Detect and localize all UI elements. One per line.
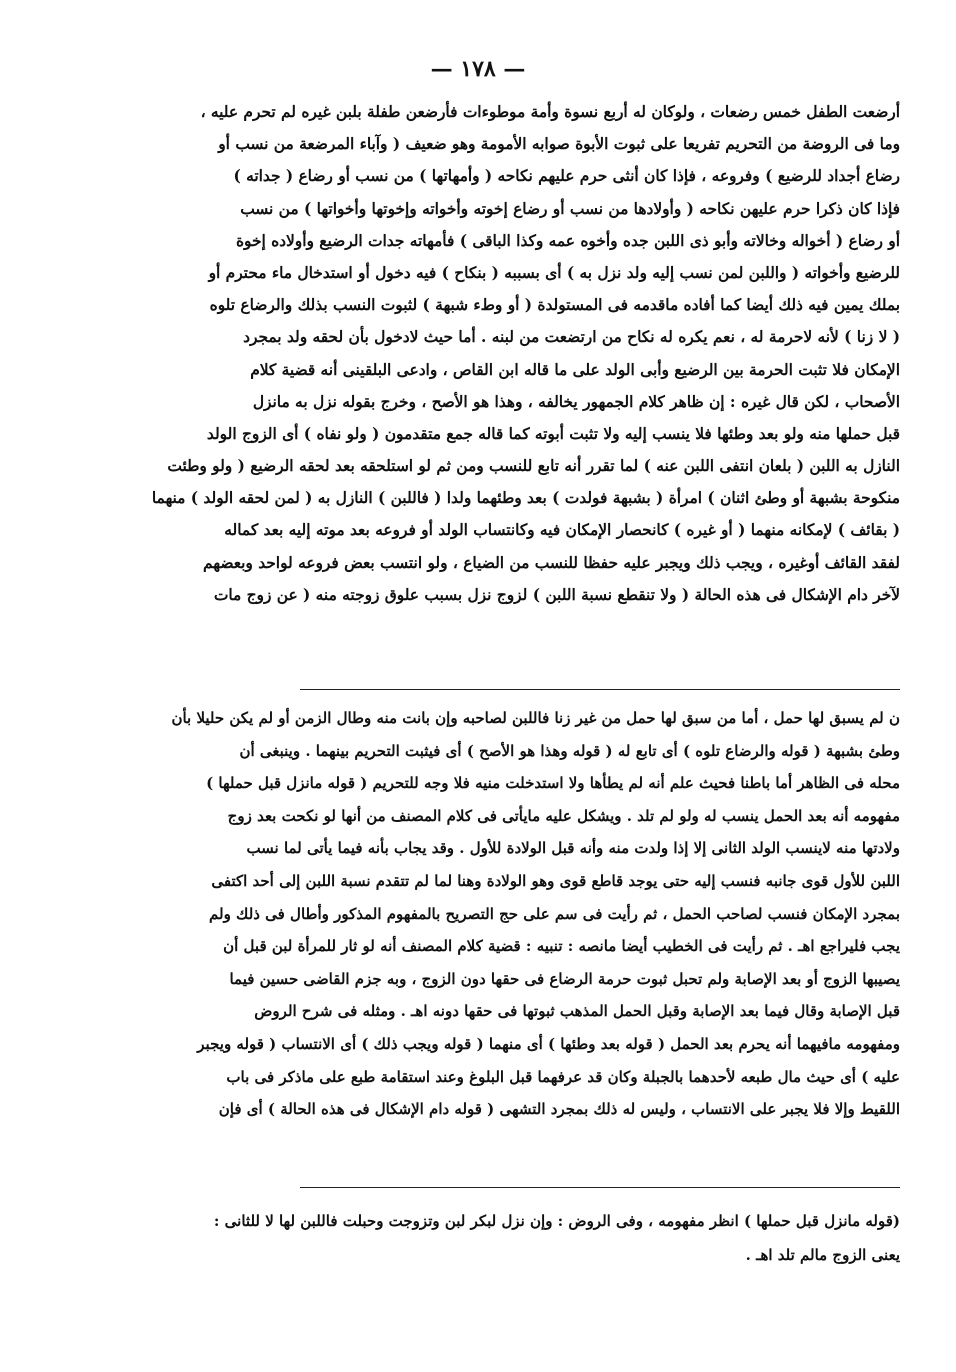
main-line: فإذا كان ذكرا حرم عليهن نكاحه ( وأولادها من نسب أو رضاع إخوته وأخواته وإخوتها وأخواتها ) من نسب — [240, 199, 900, 218]
commentary-line: بمجرد الإمكان فنسب لصاحب الحمل ، ثم رأيت فى سم على حج التصريح بالمفهوم المذكور وأطال فى ذلك ولم — [209, 904, 900, 923]
footnote-divider — [300, 1187, 900, 1188]
commentary-line: مفهومه أنه بعد الحمل ينسب له ولو لم تلد . ويشكل عليه مايأتى فى كلام المصنف من أنها لو نكحت بعد زوج — [227, 806, 900, 825]
main-line: النازل به اللبن ( بلعان انتفى اللبن عنه ) لما تقرر أنه تابع للنسب ومن ثم لو استلحقه بعد لحقه الرضيع ( ولو وطئت — [167, 457, 900, 476]
main-line: رضاع أجداد للرضيع ) وفروعه ، فإذا كان أنثى حرم عليهم نكاحه ( وأمهاتها ) من نسب أو رضاع ( جداته ) — [233, 167, 900, 186]
footnote-text — [58, 1204, 900, 1272]
main-line: قبل حملها منه ولو بعد وطئها فلا ينسب إليه ولا تثبت أبوته كما قاله جمع متقدمون ( ولو نفاه ) أى الزوج الولد — [206, 424, 900, 443]
footnote-line: (قوله مانزل قبل حملها ) انظر مفهومه ، وفى الروض : وإن نزل لبكر لبن وتزوجت وحبلت فاللبن لها لا للثانى : — [213, 1212, 900, 1230]
main-line: لآخر دام الإشكال فى هذه الحالة ( ولا تنقطع نسبة اللبن ) لزوج نزل بسبب علوق زوجته منه ( عن زوج مات — [213, 585, 900, 604]
main-line: أرضعت الطفل خمس رضعات ، ولوكان له أربع نسوة وأمة موطوءات فأرضعن طفلة بلبن غيره لم تحرم عليه ، — [200, 103, 900, 121]
main-line: الأصحاب ، لكن قال غيره : إن ظاهر كلام الجمهور يخالفه ، وهذا هو الأصح ، وخرج بقوله نزل به مانزل — [252, 392, 900, 411]
main-line: ( لا زنا ) لأنه لاحرمة له ، نعم يكره له نكاح من ارتضعت من لبنه . أما حيث لادخول بأن لحقه ولد بمجرد — [243, 328, 900, 347]
main-line: أو رضاع ( أخواله وخالاته وأبو ذى اللبن جده وأخوه عمه وكذا الباقى ) فأمهاته جدات الرضيع وأولاده إخوة — [235, 231, 900, 250]
commentary-line: يصيبها الزوج أو بعد الإصابة ولم تحبل ثبوت حرمة الرضاع فى حقها دون الزوج ، وبه جزم القاضى حسين فيما — [229, 969, 900, 988]
commentary-text — [58, 702, 900, 1126]
footnote-line: يعنى الزوج مالم تلد اهـ . — [745, 1246, 900, 1264]
main-line: الإمكان فلا تثبت الحرمة بين الرضيع وأبى الولد على ما قاله ابن القاص ، وادعى البلقينى أنه قضية كلام — [250, 360, 900, 379]
main-line: وما فى الروضة من التحريم تفريعا على ثبوت الأبوة صوابه الأمومة وهو ضعيف ( وآباء المرضعة من نسب أو — [218, 135, 900, 154]
main-text — [58, 96, 900, 611]
commentary-line: قبل الإصابة وقال فيما بعد الإصابة وقبل الحمل المذهب ثبوتها فى حقها دونه اهـ . ومثله فى شرح الروض — [254, 1002, 900, 1021]
commentary-line: اللبن للأول قوى جانبه فنسب إليه حتى يوجد قاطع قوى وهو الولادة وهنا لما لم تتقدم نسبة اللبن إلى أحد اكتفى — [211, 871, 900, 890]
main-line: بملك يمين فيه ذلك أيضا كما أفاده ماقدمه فى المستولدة ( أو وطء شبهة ) لثبوت النسب بذلك والرضاع تلوه — [209, 296, 900, 315]
page-number: — ١٧٨ — — [430, 56, 526, 82]
commentary-line: ومفهومه مافيهما أنه يحرم بعد الحمل ( قوله بعد وطئها ) أى منهما ( قوله ويجب ذلك ) أى الانتساب ( قوله ويجبر — [197, 1034, 900, 1053]
commentary-line: عليه ) أى حيث مال طبعه لأحدهما بالجبلة وكان قد عرفهما قبل البلوغ وعند استقامة طبع على ماذكر فى باب — [226, 1067, 900, 1086]
main-line: ( بقائف ) لإمكانه منهما ( أو غيره ) كانحصار الإمكان فيه وكانتساب الولد أو فروعه بعد موته إليه بعد كماله — [224, 521, 900, 540]
commentary-line: وطئ بشبهة ( قوله والرضاع تلوه ) أى تابع له ( قوله وهذا هو الأصح ) أى فيثبت التحريم بينهما . وينبغى أن — [239, 741, 900, 760]
commentary-line: يجب فليراجع اهـ . ثم رأيت فى الخطيب أيضا مانصه : تنبيه : قضية كلام المصنف أنه لو ثار للمرأة لبن قبل أن — [223, 937, 900, 956]
commentary-line: محله فى الظاهر أما باطنا فحيث علم أنه لم يطأها ولا استدخلت منيه فلا وجه للتحريم ( قوله مانزل قبل حملها ) — [206, 774, 900, 793]
main-line: منكوحة بشبهة أو وطئ اثنان ) امرأة ( بشبهة فولدت ) بعد وطئهما ولدا ( فاللبن ) النازل به ( لمن لحقه الولد ) منهما — [151, 489, 900, 508]
commentary-line: اللقيط وإلا فلا يجبر على الانتساب ، وليس له ذلك بمجرد التشهى ( قوله دام الإشكال فى هذه الحالة ) أى فإن — [218, 1100, 900, 1119]
main-line: لفقد القائف أوغيره ، ويجب ذلك ويجبر عليه حفظا للنسب من الضياع ، ولو انتسب بعض فروعه لواحد وبعضهم — [203, 553, 900, 572]
main-line: للرضيع وأخواته ( واللبن لمن نسب إليه ولد نزل به ) أى بسببه ( بنكاح ) فيه دخول أو استدخال ماء محترم أو — [208, 263, 900, 282]
commentary-line: ن لم يسبق لها حمل ، أما من سبق لها حمل من غير زنا فاللبن لصاحبه وإن بانت منه وطال الزمن أو لم يكن حليلا بأن — [171, 709, 900, 727]
section-divider — [300, 689, 900, 690]
commentary-line: ولادتها منه لاينسب الولد الثانى إلا إذا ولدت منه وأنه قبل الولادة للأول . وقد يجاب بأنه فيما يأتى لما نسب — [246, 839, 900, 858]
